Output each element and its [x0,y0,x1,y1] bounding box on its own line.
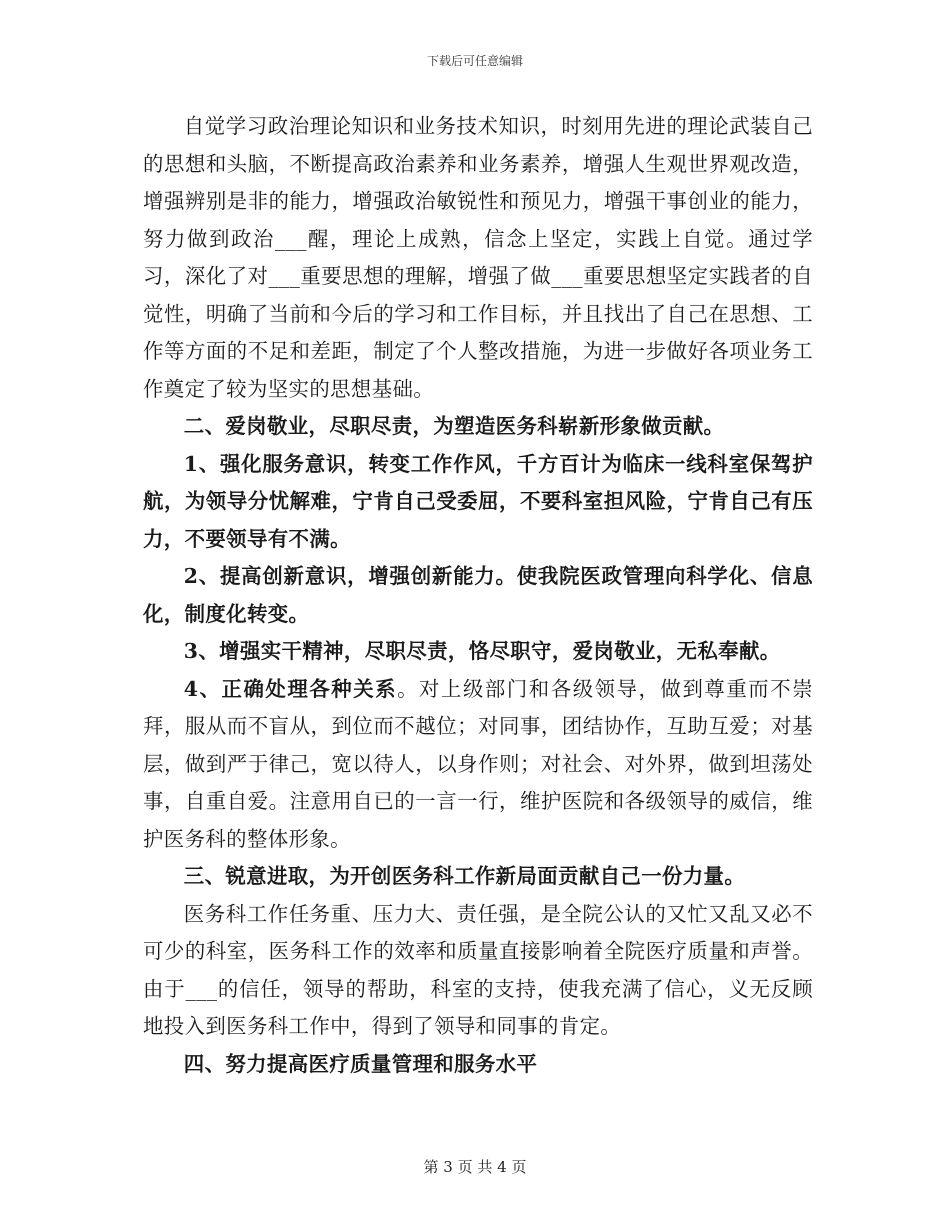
item-dedication: 3、增强实干精神，尽职尽责，恪尽职守，爱岗敬业，无私奉献。 [183,639,781,663]
page-footer: 第 3 页 共 4 页 [423,1158,527,1176]
item-innovation: 2、提高创新意识，增强创新能力。使我院医政管理向科学化、信息化，制度化转变。 [143,564,813,626]
paragraph-medical-affairs: 医务科工作任务重、压力大、责任强，是全院公认的又忙又乱又必不可少的科室，医务科工作的效率和质量直接影响着全院医疗质量和声誉。由于___的信任，领导的帮助，科室的支持，使我充满了信心，义无反顾地投入到医务科工作中，得到了领导和同事的肯定。 [143,901,813,1038]
document-body [143,108,813,1083]
item-relationships-text: 。对上级部门和各级领导，做到尊重而不崇拜，服从而不盲从，到位而不越位；对同事，团结协作，互助互爱；对基层，做到严于律己，宽以待人，以身作则；对社会、对外界，做到坦荡处事，自重自爱。注意用自已的一言一行，维护医院和各级领导的威信，维护医务科的整体形象。 [143,676,814,851]
item-relationships [143,671,813,859]
page-header: 下载后可任意编辑 [426,54,523,68]
section-heading-four: 四、努力提高医疗质量管理和服务水平 [183,1051,538,1076]
item-service-awareness: 1、强化服务意识，转变工作作风，千方百计为临床一线科室保驾护航，为领导分忧解难，宁肯自己受委屈，不要科室担风险，宁肯自己有压力，不要领导有不满。 [143,451,813,551]
section-heading-three: 三、锐意进取，为开创医务科工作新局面贡献自己一份力量。 [183,864,746,888]
item-relationships-lead: 4、正确处理各种关系 [183,676,398,701]
paragraph-political-study: 自觉学习政治理论知识和业务技术知识，时刻用先进的理论武装自己的思想和头脑，不断提高政治素养和业务素养，增强人生观世界观改造，增强辨别是非的能力，增强政治敏锐性和预见力，增强干事创业的能力，努力做到政治___醒，理论上成熟，信念上坚定，实践上自觉。通过学习，深化了对___重要思想的理解，增强了做___重要思想坚定实践者的自觉性，明确了当前和今后的学习和工作目标，并且找出了自己在思想、工作等方面的不足和差距，制定了个人整改措施，为进一步做好各项业务工作奠定了较为坚实的思想基础。 [143,114,813,401]
section-heading-two: 二、爱岗敬业，尽职尽责，为塑造医务科崭新形象做贡献。 [183,414,725,438]
